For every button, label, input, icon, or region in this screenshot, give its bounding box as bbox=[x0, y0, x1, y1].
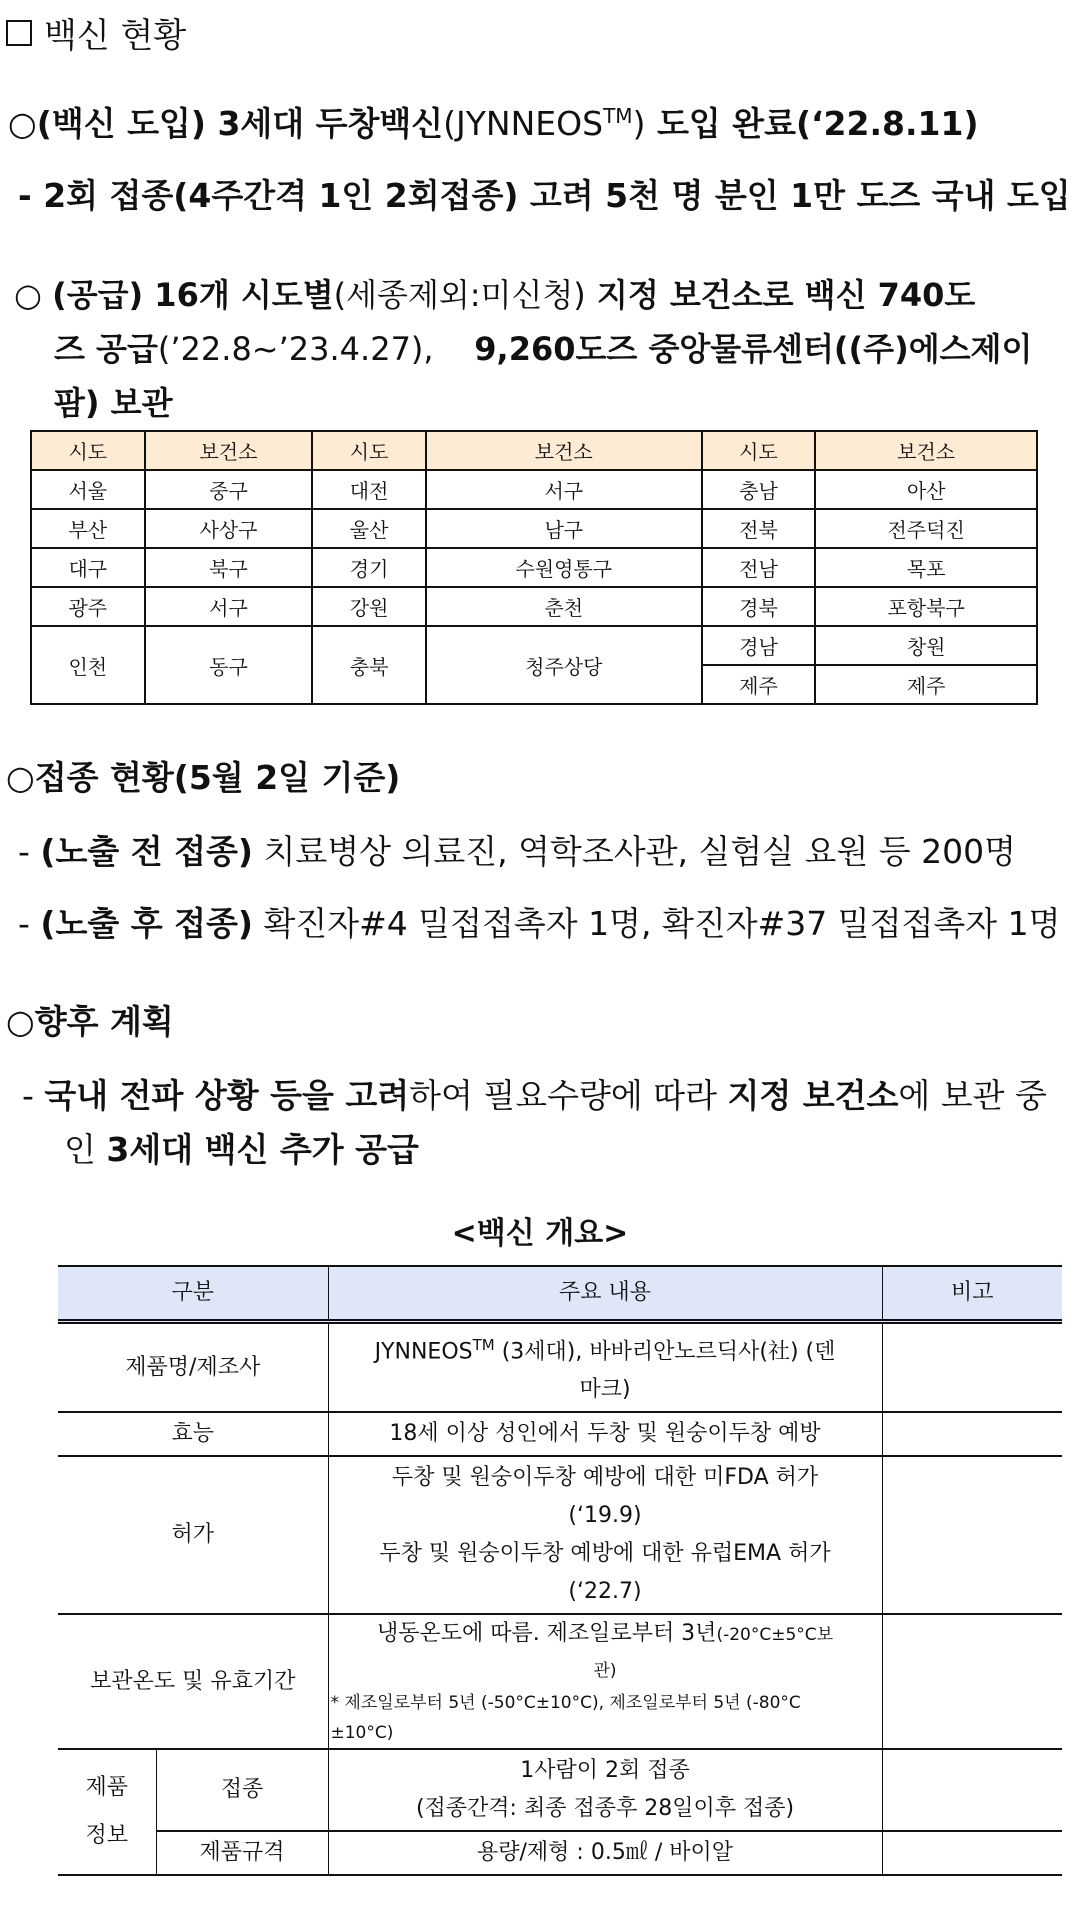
table-cell: 경기 bbox=[312, 548, 426, 587]
table-row bbox=[31, 509, 1037, 548]
table-cell: 허가 bbox=[58, 1456, 328, 1614]
plan-title bbox=[6, 996, 174, 1043]
post-exposure-bold: (노출 후 접종) bbox=[40, 904, 253, 943]
supply-line-3: 팜) 보관 bbox=[54, 384, 173, 422]
trademark: TM bbox=[603, 104, 633, 128]
product-info-label-a: 제품 bbox=[85, 1775, 128, 1801]
vaccination-title-text: 접종 현황(5월 2일 기준) bbox=[34, 758, 401, 797]
plan-bold-1: 국내 전파 상황 등을 고려 bbox=[44, 1076, 410, 1115]
table-row bbox=[58, 1456, 1062, 1614]
table-cell: 강원 bbox=[312, 587, 426, 626]
storage-line-2: 관) bbox=[593, 1661, 617, 1682]
table-cell: 광주 bbox=[31, 587, 145, 626]
table-cell: 제주 bbox=[702, 665, 816, 704]
storage-line-1-small: (-20°C±5°C보 bbox=[716, 1625, 834, 1646]
table-cell: 동구 bbox=[145, 626, 313, 704]
overview-caption: <백신 개요> bbox=[451, 1216, 629, 1251]
table-cell: 대전 bbox=[312, 470, 426, 509]
table-cell: 전남 bbox=[702, 548, 816, 587]
table-cell bbox=[882, 1322, 1062, 1413]
table-cell bbox=[328, 1614, 882, 1749]
table-row bbox=[58, 1749, 1062, 1831]
table-cell: 청주상당 bbox=[426, 626, 702, 704]
table-cell bbox=[882, 1456, 1062, 1614]
table-cell: 아산 bbox=[815, 470, 1037, 509]
dash-bullet: - bbox=[18, 904, 41, 943]
table-row bbox=[31, 470, 1037, 509]
table-cell: 서구 bbox=[145, 587, 313, 626]
table-cell bbox=[882, 1749, 1062, 1831]
table-header-cell: 시도 bbox=[312, 431, 426, 470]
table-row bbox=[31, 626, 1037, 665]
dash-bullet: - bbox=[18, 832, 41, 871]
dash-bullet: - bbox=[22, 1076, 45, 1115]
intro-bold: (백신 도입) 3세대 두창백신 bbox=[36, 104, 444, 143]
table-header-cell: 시도 bbox=[31, 431, 145, 470]
circle-bullet-icon: ○ bbox=[6, 758, 35, 797]
table-cell: 중구 bbox=[145, 470, 313, 509]
table-cell: 수원영통구 bbox=[426, 548, 702, 587]
table-cell bbox=[882, 1614, 1062, 1749]
table-cell: 포항북구 bbox=[815, 587, 1037, 626]
supply-line-2-c: 9,260도즈 중앙물류센터((주)에스제이 bbox=[474, 330, 1033, 368]
table-cell: 대구 bbox=[31, 548, 145, 587]
overview-table bbox=[58, 1265, 1062, 1876]
table-cell bbox=[328, 1749, 882, 1831]
table-cell: 인천 bbox=[31, 626, 145, 704]
vaccination-title bbox=[6, 752, 400, 799]
table-header-row bbox=[31, 431, 1037, 470]
supply-line-2 bbox=[54, 324, 1032, 370]
intro-line-2 bbox=[18, 170, 1071, 217]
post-exposure-line bbox=[18, 898, 1060, 945]
circle-bullet-icon: ○ bbox=[6, 1002, 35, 1041]
table-cell: 제품명/제조사 bbox=[58, 1322, 328, 1413]
table-cell: 서울 bbox=[31, 470, 145, 509]
table-cell: 용량/제형 : 0.5㎖ / 바이알 bbox=[328, 1831, 882, 1875]
dose-line-1: 1사람이 2회 접종 bbox=[520, 1758, 690, 1784]
trademark: TM bbox=[472, 1336, 495, 1354]
table-cell: 18세 이상 성인에서 두창 및 원숭이두창 예방 bbox=[328, 1412, 882, 1456]
product-name: JYNNEOS bbox=[374, 1339, 473, 1365]
pre-exposure-line bbox=[18, 826, 1016, 873]
supply-line-1 bbox=[14, 270, 975, 316]
approval-ema: 두창 및 원숭이두창 예방에 대한 유럽EMA 허가 bbox=[379, 1541, 831, 1567]
storage-note-1: * 제조일로부터 5년 (-50°C±10°C), 제조일로부터 5년 (-80°C bbox=[330, 1693, 801, 1714]
supply-line-2-b: (’22.8~’23.4.27), bbox=[157, 330, 434, 368]
table-cell: 전북 bbox=[702, 509, 816, 548]
plan-line-2-bold: 3세대 백신 추가 공급 bbox=[106, 1130, 419, 1169]
table-row bbox=[58, 1614, 1062, 1749]
table-header-cell: 보건소 bbox=[815, 431, 1037, 470]
intro-paren: (JYNNEOS bbox=[443, 104, 604, 143]
circle-bullet-icon: ○ bbox=[8, 104, 37, 143]
table-header-cell: 비고 bbox=[882, 1266, 1062, 1322]
table-cell bbox=[58, 1749, 156, 1875]
table-cell: 목포 bbox=[815, 548, 1037, 587]
table-cell: 충남 bbox=[702, 470, 816, 509]
table-cell bbox=[328, 1322, 882, 1413]
pre-exposure-text: 치료병상 의료진, 역학조사관, 실험실 요원 등 200명 bbox=[252, 832, 1017, 871]
dose-line-2: (접종간격: 최종 접종후 28일이후 접종) bbox=[415, 1796, 795, 1822]
table-cell: 사상구 bbox=[145, 509, 313, 548]
table-row bbox=[58, 1322, 1062, 1413]
table-cell bbox=[882, 1412, 1062, 1456]
product-info-label-b: 정보 bbox=[85, 1823, 128, 1849]
table-cell: 제주 bbox=[815, 665, 1037, 704]
table-cell: 창원 bbox=[815, 626, 1037, 665]
storage-note-2: ±10°C) bbox=[330, 1723, 394, 1744]
intro-line-2-text: 2회 접종(4주간격 1인 2회접종) 고려 5천 명 분인 1만 도즈 국내 도입 bbox=[43, 176, 1071, 215]
approval-fda: 두창 및 원숭이두창 예방에 대한 미FDA 허가 bbox=[391, 1465, 819, 1491]
table-cell: 전주덕진 bbox=[815, 509, 1037, 548]
table-cell: 남구 bbox=[426, 509, 702, 548]
plan-bold-2: 지정 보건소 bbox=[727, 1076, 899, 1115]
plan-line-1 bbox=[22, 1070, 1047, 1117]
table-cell: 접종 bbox=[156, 1749, 328, 1831]
table-cell: 경북 bbox=[702, 587, 816, 626]
supply-bold-1: (공급) 16개 시도별 bbox=[52, 276, 334, 314]
product-country: 마크) bbox=[579, 1377, 631, 1403]
table-cell: 제품규격 bbox=[156, 1831, 328, 1875]
table-row bbox=[31, 548, 1037, 587]
table-cell: 부산 bbox=[31, 509, 145, 548]
table-row bbox=[58, 1831, 1062, 1875]
plan-text-2: 에 보관 중 bbox=[898, 1076, 1047, 1115]
dash-bullet: - bbox=[18, 176, 44, 215]
checkbox-square-icon bbox=[6, 20, 32, 46]
pre-exposure-bold: (노출 전 접종) bbox=[40, 832, 253, 871]
table-header-cell: 보건소 bbox=[145, 431, 313, 470]
table-cell: 충북 bbox=[312, 626, 426, 704]
plan-title-text: 향후 계획 bbox=[34, 1002, 174, 1041]
table-cell: 경남 bbox=[702, 626, 816, 665]
table-header-cell: 보건소 bbox=[426, 431, 702, 470]
table-row bbox=[58, 1412, 1062, 1456]
approval-ema-date: (‘22.7) bbox=[568, 1579, 642, 1605]
circle-bullet-icon: ○ bbox=[14, 276, 53, 314]
table-cell: 보관온도 및 유효기간 bbox=[58, 1614, 328, 1749]
intro-close: ) bbox=[632, 104, 646, 143]
table-cell: 효능 bbox=[58, 1412, 328, 1456]
intro-line-1 bbox=[8, 98, 979, 145]
table-cell bbox=[328, 1456, 882, 1614]
approval-fda-date: (‘19.9) bbox=[568, 1503, 642, 1529]
table-cell bbox=[882, 1831, 1062, 1875]
post-exposure-text: 확진자#4 밀접접촉자 1명, 확진자#37 밀접접촉자 1명 bbox=[252, 904, 1061, 943]
table-row bbox=[31, 587, 1037, 626]
supply-paren: (세종제외:미신청) bbox=[333, 276, 586, 314]
product-manufacturer: (3세대), 바바리안노르딕사(社) (덴 bbox=[494, 1339, 836, 1365]
plan-text-1: 하여 필요수량에 따라 bbox=[409, 1076, 728, 1115]
section-title-text: 백신 현황 bbox=[44, 16, 187, 56]
table-cell: 춘천 bbox=[426, 587, 702, 626]
table-cell: 서구 bbox=[426, 470, 702, 509]
table-header-cell: 구분 bbox=[58, 1266, 328, 1322]
supply-bold-2: 지정 보건소로 백신 740도 bbox=[585, 276, 976, 314]
table-cell: 북구 bbox=[145, 548, 313, 587]
region-table bbox=[30, 430, 1038, 705]
section-title bbox=[6, 8, 186, 57]
table-cell: 울산 bbox=[312, 509, 426, 548]
supply-line-2-a: 즈 공급 bbox=[54, 330, 158, 368]
plan-line-2 bbox=[64, 1124, 419, 1171]
storage-line-1: 냉동온도에 따름. 제조일로부터 3년 bbox=[376, 1621, 717, 1647]
table-header-row bbox=[58, 1266, 1062, 1322]
plan-line-2-text: 인 bbox=[64, 1130, 107, 1169]
table-header-cell: 주요 내용 bbox=[328, 1266, 882, 1322]
intro-end: 도입 완료(‘22.8.11) bbox=[645, 104, 979, 143]
table-header-cell: 시도 bbox=[702, 431, 816, 470]
